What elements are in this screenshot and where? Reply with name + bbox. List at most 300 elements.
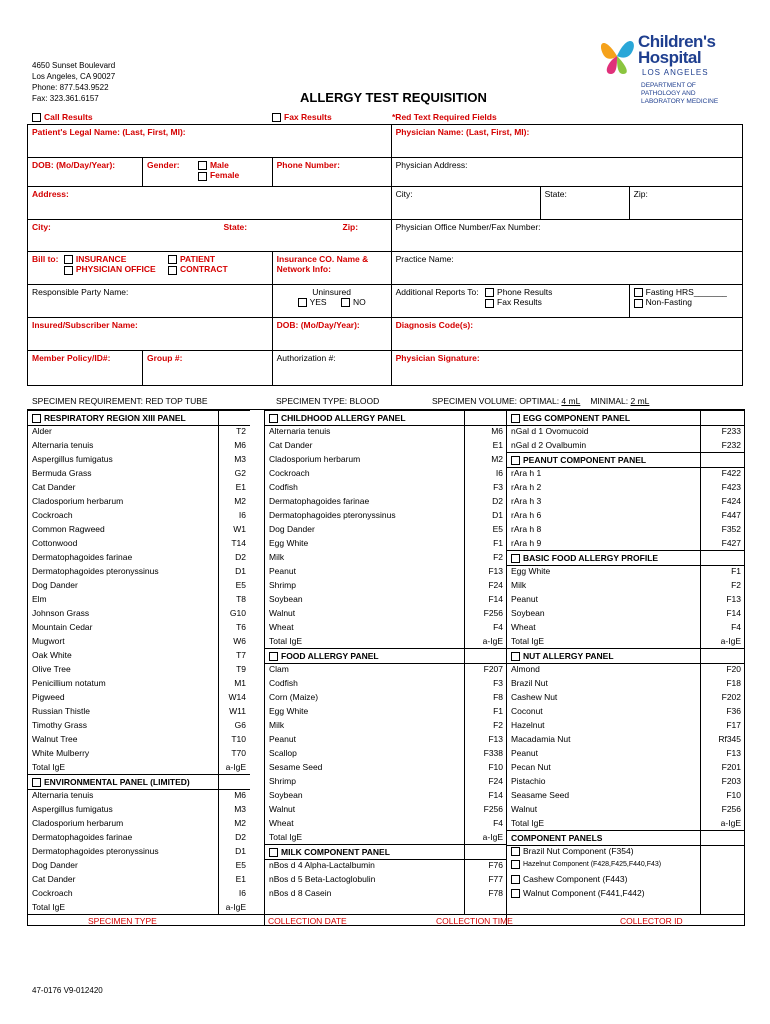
field-label: DOB: (Mo/Day/Year): [32, 160, 116, 170]
test-name: Clam [269, 664, 289, 674]
member-id-field[interactable] [28, 351, 143, 386]
checkbox[interactable] [511, 554, 520, 563]
test-row [507, 676, 745, 690]
test-name: Egg White [269, 706, 309, 716]
test-row [507, 564, 745, 578]
test-name: Penicillium notatum [32, 678, 106, 688]
test-name: Bermuda Grass [32, 468, 92, 478]
city-state-zip-field[interactable] [28, 220, 392, 252]
test-code: E1 [492, 440, 503, 450]
test-code: F352 [721, 524, 741, 534]
test-row [507, 704, 745, 718]
test-name: Total IgE [32, 902, 66, 912]
test-code: F423 [721, 482, 741, 492]
insurance-info-field[interactable] [272, 252, 391, 285]
test-code: I6 [495, 468, 503, 478]
test-name: Dermatophagoides pteronyssinus [32, 566, 159, 576]
panel-title: CHILDHOOD ALLERGY PANEL [281, 413, 406, 423]
test-code: F4 [731, 622, 741, 632]
option-label: Fax Results [497, 297, 542, 308]
test-code: D1 [492, 510, 503, 520]
test-code: I6 [238, 888, 246, 898]
checkbox[interactable] [272, 113, 281, 122]
panel-title: NUT ALLERGY PANEL [523, 651, 614, 661]
field-label: State: [544, 189, 567, 199]
phone-results-option[interactable] [485, 287, 552, 297]
test-row [265, 494, 507, 508]
test-name: Egg White [511, 566, 551, 576]
uninsured-field[interactable] [272, 285, 391, 318]
test-name: Russian Thistle [32, 706, 90, 716]
test-name: Pigweed [32, 692, 65, 702]
test-name: Almond [511, 664, 540, 674]
test-code: M2 [234, 496, 246, 506]
test-row [28, 718, 250, 732]
test-code: F4 [493, 622, 503, 632]
option-label: Male [209, 160, 229, 170]
field-label: Diagnosis Code(s): [395, 320, 474, 330]
chla-logo [597, 30, 747, 120]
option-label: Phone Results [497, 287, 553, 297]
test-column-2 [264, 410, 507, 925]
logo-dept-line: LABORATORY MEDICINE [641, 98, 719, 105]
test-code: F10 [488, 762, 503, 772]
responsible-party-field[interactable] [28, 285, 273, 318]
test-code: a-IgE [720, 636, 741, 646]
phone-field[interactable] [272, 158, 391, 187]
footer-specimen-type: SPECIMEN TYPE [88, 916, 157, 926]
test-name: rAra h 3 [511, 496, 542, 506]
test-row [265, 438, 507, 452]
option-label: YES [309, 297, 327, 307]
test-code: D2 [492, 496, 503, 506]
test-name: Milk [269, 720, 285, 730]
physician-address-field[interactable] [391, 158, 742, 187]
test-row [265, 746, 507, 760]
field-label: Insurance CO. Name & Network Info: [276, 254, 369, 274]
test-code: F256 [483, 804, 503, 814]
physician-signature-field[interactable] [391, 351, 742, 386]
page-title: ALLERGY TEST REQUISITION [300, 90, 487, 105]
test-code: W1 [233, 524, 246, 534]
component-label: Brazil Nut Component (F354) [523, 846, 634, 856]
test-name: Cat Dander [269, 440, 313, 450]
checkbox[interactable] [511, 414, 520, 423]
option-label: Female [209, 170, 240, 181]
fax-results-option[interactable] [272, 112, 332, 122]
test-name: Cladosporium herbarum [32, 818, 124, 828]
test-row [265, 816, 507, 830]
checkbox[interactable] [198, 161, 207, 170]
test-row [28, 816, 250, 830]
checkbox[interactable] [32, 778, 41, 787]
test-row [507, 788, 745, 802]
address-field[interactable] [28, 187, 392, 220]
test-row [28, 564, 250, 578]
test-row [507, 536, 745, 550]
panel-title: ENVIRONMENTAL PANEL (LIMITED) [44, 777, 190, 787]
fasting-option[interactable] [634, 287, 738, 297]
test-row [507, 718, 745, 732]
test-code: E1 [235, 874, 246, 884]
address-line: Los Angeles, CA 90027 [32, 72, 116, 81]
test-row [28, 452, 250, 466]
component-label: Walnut Component (F441,F442) [523, 888, 645, 898]
checkbox[interactable] [485, 299, 494, 308]
test-code: T6 [236, 622, 246, 632]
logo-dept-line: DEPARTMENT OF [641, 82, 696, 89]
test-name: Coconut [511, 706, 543, 716]
test-name: Brazil Nut [511, 678, 548, 688]
test-name: Macadamia Nut [511, 734, 571, 744]
physician-name-field[interactable] [391, 125, 742, 158]
test-row [28, 858, 250, 872]
test-code: E1 [235, 482, 246, 492]
test-code: T70 [231, 748, 246, 758]
test-name: Cockroach [32, 888, 73, 898]
gender-male-option[interactable] [198, 160, 239, 170]
test-row [507, 620, 745, 634]
code-divider [218, 410, 219, 914]
test-row [265, 578, 507, 592]
test-code: F2 [731, 580, 741, 590]
checkbox[interactable] [269, 652, 278, 661]
test-name: rAra h 8 [511, 524, 542, 534]
address-fax: Fax: 323.361.6157 [32, 94, 99, 103]
test-row [265, 662, 507, 676]
test-code: a-IgE [482, 636, 503, 646]
field-label: Physician Office Number/Fax Number: [395, 222, 541, 232]
required-note: *Red Text Required Fields [392, 112, 497, 122]
test-code: F338 [483, 748, 503, 758]
checkbox[interactable] [511, 456, 520, 465]
test-name: Walnut [269, 608, 296, 618]
test-code: D1 [235, 566, 246, 576]
test-row [28, 872, 250, 886]
test-name: Scallop [269, 748, 297, 758]
checkbox[interactable] [298, 298, 307, 307]
uninsured-yes-option[interactable] [298, 297, 327, 307]
bill-to-options-right [168, 254, 228, 275]
footer-collection-date: COLLECTION DATE [268, 916, 347, 926]
test-row [507, 466, 745, 480]
component-option[interactable] [507, 858, 745, 872]
checkbox[interactable] [32, 414, 41, 423]
test-code: a-IgE [225, 762, 246, 772]
test-name: Oak White [32, 650, 72, 660]
test-row [265, 592, 507, 606]
test-grid [27, 409, 745, 926]
test-code: F422 [721, 468, 741, 478]
checkbox[interactable] [168, 266, 177, 275]
test-row [265, 788, 507, 802]
specimen-volume [432, 396, 649, 406]
physician-zip-field[interactable] [629, 187, 742, 220]
minimal-label: MINIMAL: [590, 396, 631, 406]
test-row [507, 634, 745, 648]
field-label: City: [32, 222, 51, 232]
field-label: Physician Signature: [395, 353, 480, 363]
test-row [507, 424, 745, 438]
test-code: F10 [726, 790, 741, 800]
field-label: Additional Reports To: [395, 287, 479, 297]
practice-name-field[interactable] [391, 252, 742, 285]
test-code: F256 [483, 608, 503, 618]
gender-female-option[interactable] [198, 170, 239, 180]
checkbox[interactable] [634, 299, 643, 308]
test-row [507, 494, 745, 508]
test-row [28, 900, 250, 914]
insured-name-field[interactable] [28, 318, 273, 351]
component-option[interactable] [507, 886, 745, 900]
test-name: nBos d 5 Beta-Lactoglobulin [269, 874, 376, 884]
test-code: F20 [726, 664, 741, 674]
test-code: F36 [726, 706, 741, 716]
test-name: nBos d 4 Alpha-Lactalbumin [269, 860, 375, 870]
field-label: Practice Name: [395, 254, 454, 264]
checkbox[interactable] [485, 288, 494, 297]
option-label: PHYSICIAN OFFICE [75, 264, 156, 275]
fasting-field[interactable] [629, 285, 742, 318]
logo-text: Hospital [638, 48, 702, 67]
test-code: F14 [726, 608, 741, 618]
test-row [28, 844, 250, 858]
patient-name-field[interactable] [28, 125, 392, 158]
test-row [28, 508, 250, 522]
checkbox[interactable] [511, 889, 520, 898]
field-label: Zip: [633, 189, 648, 199]
test-name: Sesame Seed [269, 762, 323, 772]
authorization-field[interactable] [272, 351, 391, 386]
checkbox[interactable] [341, 298, 350, 307]
field-label: Phone Number: [276, 160, 340, 170]
test-name: Peanut [511, 594, 538, 604]
test-name: Alder [32, 426, 52, 436]
physician-office-field[interactable] [391, 220, 742, 252]
test-name: Peanut [511, 748, 538, 758]
test-row [265, 732, 507, 746]
checkbox[interactable] [511, 875, 520, 884]
additional-reports-field[interactable] [391, 285, 629, 318]
checkbox[interactable] [511, 860, 520, 869]
test-row [28, 662, 250, 676]
test-row [507, 662, 745, 676]
test-name: Wheat [511, 622, 536, 632]
test-code: M3 [234, 804, 246, 814]
test-row [265, 774, 507, 788]
physician-city-field[interactable] [391, 187, 540, 220]
test-code: F78 [488, 888, 503, 898]
test-row [28, 746, 250, 760]
field-label: Physician Name: (Last, First, MI): [395, 127, 530, 137]
checkbox[interactable] [168, 255, 177, 264]
test-name: Alternaria tenuis [32, 790, 94, 800]
test-row [265, 760, 507, 774]
uninsured-no-option[interactable] [341, 297, 366, 307]
test-row [265, 718, 507, 732]
test-row [265, 480, 507, 494]
test-code: F201 [721, 762, 741, 772]
test-row [507, 732, 745, 746]
bill-contract-option[interactable] [168, 264, 228, 274]
bill-to-field[interactable] [28, 252, 273, 285]
checkbox[interactable] [64, 255, 73, 264]
test-name: Cockroach [269, 468, 310, 478]
test-code: F13 [488, 566, 503, 576]
field-label: Responsible Party Name: [32, 287, 129, 297]
test-name: Mountain Cedar [32, 622, 93, 632]
test-name: Milk [511, 580, 527, 590]
test-name: Dog Dander [32, 580, 78, 590]
checkbox[interactable] [64, 266, 73, 275]
test-name: Egg White [269, 538, 309, 548]
checkbox[interactable] [634, 288, 643, 297]
component-option[interactable] [507, 844, 745, 858]
test-name: Cottonwood [32, 538, 78, 548]
test-row [28, 536, 250, 550]
test-name: Olive Tree [32, 664, 71, 674]
field-label: City: [395, 189, 413, 199]
patient-info-form [27, 124, 743, 386]
test-code: F233 [721, 426, 741, 436]
panel-title: EGG COMPONENT PANEL [523, 413, 631, 423]
checkbox[interactable] [511, 847, 520, 856]
test-name: Dermatophagoides farinae [32, 832, 133, 842]
checkbox[interactable] [511, 652, 520, 661]
test-row [507, 508, 745, 522]
call-results-label: Call Results [44, 112, 93, 122]
test-row [265, 508, 507, 522]
test-name: Soybean [511, 608, 545, 618]
test-code: F447 [721, 510, 741, 520]
test-row [28, 494, 250, 508]
test-row [265, 522, 507, 536]
address-phone: Phone: 877.543.9522 [32, 83, 109, 92]
butterfly-icon [597, 32, 637, 80]
test-code: F207 [483, 664, 503, 674]
bill-physician-office-option[interactable] [64, 264, 156, 274]
call-results-option[interactable] [32, 112, 93, 122]
field-label: Authorization #: [276, 353, 336, 363]
test-row [28, 578, 250, 592]
test-code: F3 [493, 678, 503, 688]
panel-title: FOOD ALLERGY PANEL [281, 651, 379, 661]
test-row [265, 452, 507, 466]
group-field[interactable] [143, 351, 273, 386]
test-row [265, 536, 507, 550]
test-code: W6 [233, 636, 246, 646]
specimen-requirement: SPECIMEN REQUIREMENT: RED TOP TUBE [32, 396, 208, 406]
nonfasting-option[interactable] [634, 297, 738, 307]
field-label: Physician Address: [395, 160, 468, 170]
test-name: Soybean [269, 790, 303, 800]
test-row [28, 424, 250, 438]
component-label: Hazelnut Component (F428,F425,F440,F43) [523, 861, 662, 868]
diagnosis-field[interactable] [391, 318, 742, 351]
checkbox[interactable] [198, 172, 207, 181]
field-label: Bill to: [32, 254, 59, 264]
test-row [265, 466, 507, 480]
fax-results-report-option[interactable] [485, 297, 552, 307]
test-name: nBos d 8 Casein [269, 888, 332, 898]
checkbox[interactable] [269, 848, 278, 857]
test-row [265, 886, 507, 900]
test-code: F1 [493, 538, 503, 548]
test-row [28, 592, 250, 606]
test-row [265, 858, 507, 872]
field-label: Uninsured [312, 287, 352, 297]
test-row [28, 522, 250, 536]
test-code: T14 [231, 538, 246, 548]
gender-field[interactable] [143, 158, 273, 187]
test-code: M2 [491, 454, 503, 464]
logo-text: Children's [638, 32, 716, 51]
bill-insurance-option[interactable] [64, 254, 156, 264]
test-row [507, 592, 745, 606]
test-row [265, 690, 507, 704]
checkbox[interactable] [269, 414, 278, 423]
test-name: nGal d 2 Ovalbumin [511, 440, 587, 450]
test-code: E5 [492, 524, 503, 534]
test-code: W14 [228, 692, 246, 702]
test-name: rAra h 6 [511, 510, 542, 520]
component-option[interactable] [507, 872, 745, 886]
test-name: Cladosporium herbarum [32, 496, 124, 506]
specimen-type: SPECIMEN TYPE: BLOOD [276, 396, 380, 406]
test-code: E5 [235, 580, 246, 590]
test-name: Peanut [269, 566, 296, 576]
test-code: a-IgE [720, 818, 741, 828]
test-code: D2 [235, 832, 246, 842]
test-code: F232 [721, 440, 741, 450]
test-name: rAra h 9 [511, 538, 542, 548]
checkbox[interactable] [32, 113, 41, 122]
field-label: Insured/Subscriber Name: [32, 320, 138, 330]
test-name: Dog Dander [269, 524, 315, 534]
test-code: T8 [236, 594, 246, 604]
option-label: NO [352, 297, 366, 307]
test-row [265, 564, 507, 578]
bill-patient-option[interactable] [168, 254, 228, 264]
insured-dob-field[interactable] [272, 318, 391, 351]
test-row [28, 690, 250, 704]
test-row [265, 606, 507, 620]
test-row [265, 634, 507, 648]
bill-to-options-left [64, 254, 156, 275]
component-label: Cashew Component (F443) [523, 874, 628, 884]
test-code: F13 [726, 748, 741, 758]
test-name: Codfish [269, 482, 298, 492]
physician-state-field[interactable] [540, 187, 629, 220]
option-label: Non-Fasting [645, 297, 692, 308]
test-name: Corn (Maize) [269, 692, 319, 702]
test-column-1 [28, 410, 250, 925]
test-code: M3 [234, 454, 246, 464]
test-code: G6 [234, 720, 246, 730]
dob-field[interactable] [28, 158, 143, 187]
footer-collection-time: COLLECTION TIME [436, 916, 513, 926]
test-row [265, 424, 507, 438]
test-name: Dermatophagoides farinae [32, 552, 133, 562]
option-label: Fasting HRS_______ [645, 287, 727, 297]
test-code: F24 [488, 580, 503, 590]
option-label: PATIENT [180, 254, 216, 264]
test-name: Aspergillus fumigatus [32, 804, 113, 814]
test-code: Rf345 [718, 734, 741, 744]
test-row [28, 648, 250, 662]
test-code: D2 [235, 552, 246, 562]
test-row [28, 466, 250, 480]
